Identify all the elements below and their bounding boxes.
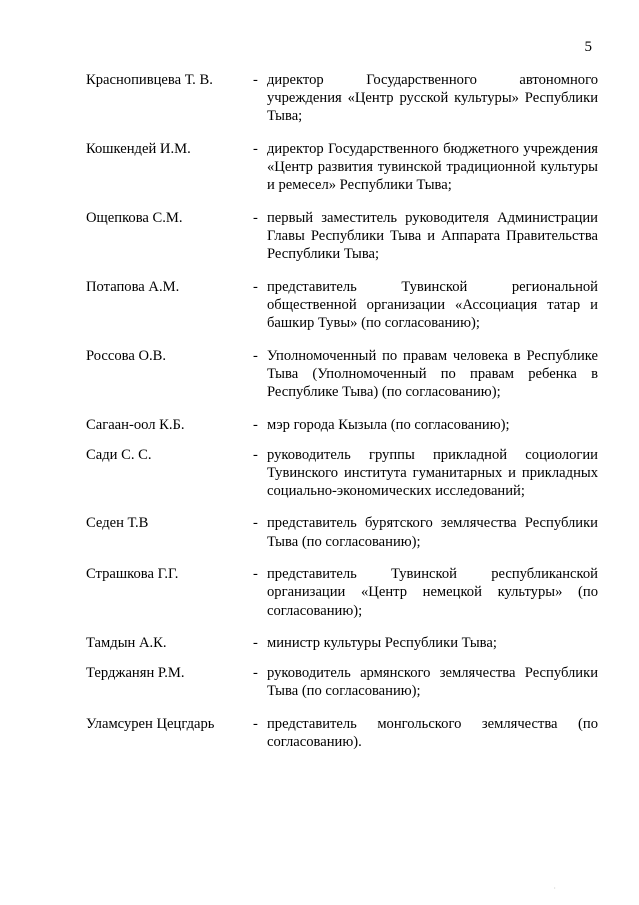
member-dash: - (253, 715, 258, 732)
member-description: министр культуры Республики Тыва; (267, 635, 497, 652)
member-dash: - (253, 278, 258, 295)
member-description: представитель Тувинской региональной общественной организации «Ассоциация татар и башкир Тувы» (по согласованию); (267, 278, 598, 332)
member-description: представитель монгольского землячества (по согласованию). (267, 715, 598, 750)
member-entry (86, 416, 598, 434)
member-name: Краснопивцева Т. В. (86, 72, 213, 88)
member-entry (86, 664, 598, 700)
member-dash: - (253, 566, 258, 583)
member-entry (86, 71, 598, 126)
member-entry (86, 634, 598, 652)
member-entry (86, 514, 598, 550)
member-list (86, 71, 598, 751)
member-name: Тамдын А.К. (86, 635, 167, 652)
member-description: руководитель армянского землячества Республики Тыва (по согласованию); (267, 665, 598, 700)
member-entry (86, 715, 598, 751)
member-name: Сади С. С. (86, 446, 152, 463)
member-dash: - (253, 140, 258, 157)
member-entry (86, 347, 598, 402)
member-name: Сагаан-оол К.Б. (86, 416, 185, 433)
member-dash: - (253, 446, 258, 463)
member-dash: - (253, 515, 258, 532)
member-dash: - (253, 72, 258, 88)
member-entry (86, 446, 598, 501)
member-name: Седен Т.В (86, 515, 149, 532)
member-name: Терджанян Р.М. (86, 665, 185, 682)
member-description: директор Государственного автономного учреждения «Центр русской культуры» Республики Тыва; (267, 72, 598, 125)
member-description: руководитель группы прикладной социологии Тувинского института гуманитарных и прикладных социально-экономических исследований; (267, 446, 598, 499)
member-dash: - (253, 416, 258, 433)
member-name: Ощепкова С.М. (86, 209, 183, 226)
member-name: Кошкендей И.М. (86, 140, 191, 157)
page-number: 5 (584, 39, 592, 55)
member-dash: - (253, 347, 258, 364)
member-name: Уламсурен Цецгдарь (86, 715, 215, 732)
member-description: директор Государственного бюджетного учреждения «Центр развития тувинской традиционной культуры и ремесел» Республики Тыва; (267, 140, 598, 194)
member-entry (86, 140, 598, 195)
member-dash: - (253, 209, 258, 226)
member-description: представитель бурятского землячества Республики Тыва (по согласованию); (267, 515, 598, 550)
member-entry (86, 278, 598, 333)
member-entry (86, 565, 598, 620)
member-description: представитель Тувинской республиканской организации «Центр немецкой культуры» (по согласованию); (267, 566, 598, 619)
member-dash: - (253, 635, 258, 652)
member-name: Потапова А.М. (86, 278, 180, 295)
member-description: первый заместитель руководителя Администрации Главы Республики Тыва и Аппарата Правительства Республики Тыва; (267, 209, 598, 263)
member-description: мэр города Кызыла (по согласованию); (267, 416, 510, 433)
member-dash: - (253, 665, 258, 682)
member-description: Уполномоченный по правам человека в Республике Тыва (Уполномоченный по правам ребенка в Республике Тыва) (по согласованию); (267, 347, 598, 401)
scan-mark: · (553, 884, 556, 893)
member-entry (86, 209, 598, 264)
member-name: Россова О.В. (86, 347, 167, 364)
member-name: Страшкова Г.Г. (86, 566, 179, 583)
